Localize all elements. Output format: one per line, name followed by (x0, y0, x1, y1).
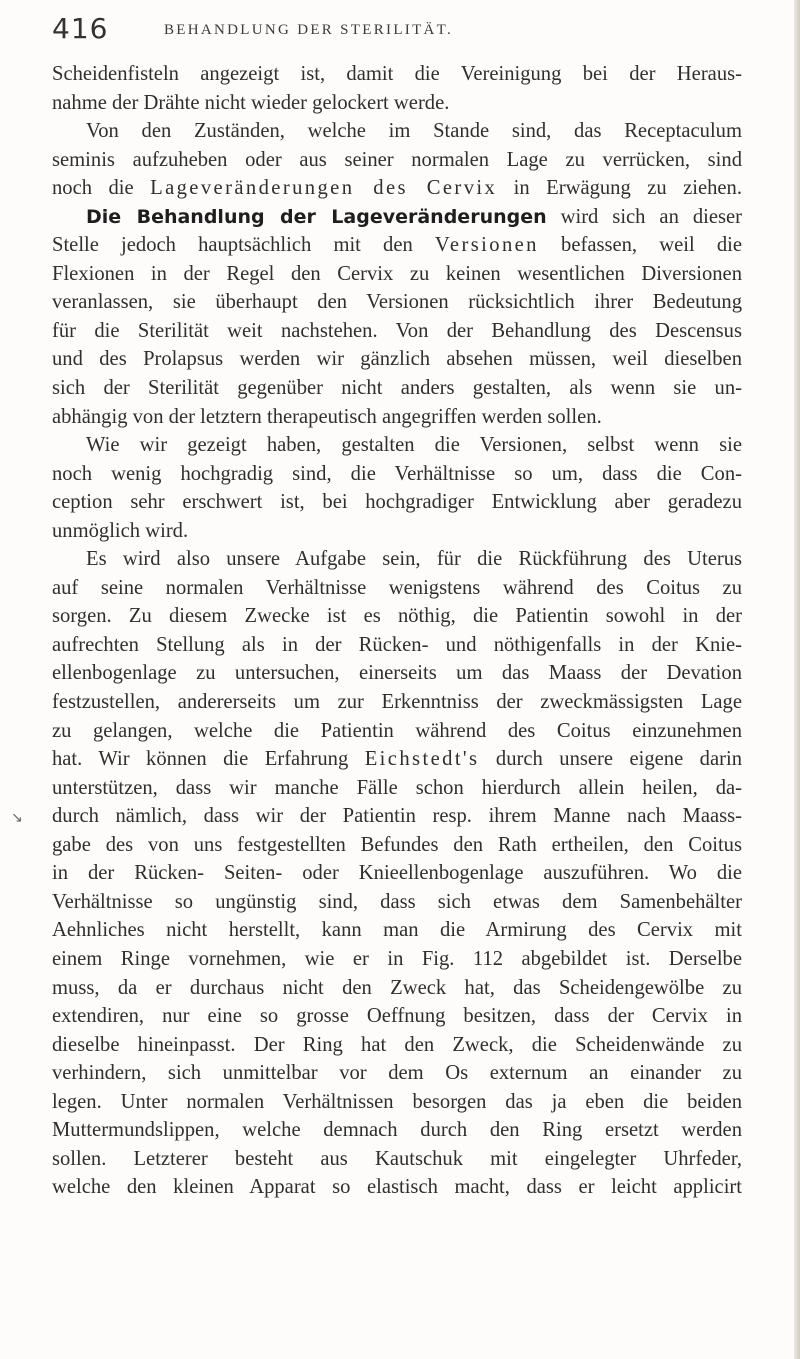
text-line (52, 231, 742, 260)
text-run: sollen. Letzterer besteht aus Kautschuk mit eingelegter Uhrfeder, (52, 1147, 742, 1170)
text-line (52, 317, 742, 346)
text-line (52, 602, 742, 631)
text-line (52, 631, 742, 660)
text-line (52, 859, 742, 888)
text-run: Flexionen in der Regel den Cervix zu keinen wesentlichen Diversionen (52, 262, 742, 285)
text-run: befassen, weil die (538, 234, 742, 257)
section-heading: Die Behandlung der Lageveränderungen (86, 205, 547, 228)
text-line (52, 345, 742, 374)
text-run: abhängig von der letztern therapeutisch angegriffen werden sollen. (52, 405, 602, 428)
text-run: in Erwägung zu ziehen. (497, 177, 742, 200)
text-run: seminis aufzuheben oder aus seiner normalen Lage zu verrücken, sind (52, 148, 742, 171)
text-run: sorgen. Zu diesem Zwecke ist es nöthig, die Patientin sowohl in der (52, 605, 742, 628)
text-run: Lageveränderungen des Cervix (150, 177, 498, 200)
text-run: Es wird also unsere Aufgabe sein, für die Rückführung des Uterus (86, 548, 742, 571)
text-run: auf seine normalen Verhältnisse wenigstens während des Coitus zu (52, 576, 742, 599)
text-run: legen. Unter normalen Verhältnissen besorgen das ja eben die beiden (52, 1090, 742, 1113)
text-run: und des Prolapsus werden wir gänzlich absehen müssen, weil dieselben (52, 348, 742, 371)
text-line (52, 260, 742, 289)
text-line (52, 60, 742, 89)
text-line (52, 146, 742, 175)
text-run: dieselbe hineinpasst. Der Ring hat den Zweck, die Scheidenwände zu (52, 1033, 742, 1056)
text-run: welche den kleinen Apparat so elastisch macht, dass er leicht applicirt (52, 1176, 742, 1199)
text-run: verhindern, sich unmittelbar vor dem Os externum an einander zu (52, 1062, 742, 1085)
text-line (52, 659, 742, 688)
text-run: unterstützen, dass wir manche Fälle schon hierdurch allein heilen, da- (52, 776, 742, 799)
text-line (52, 717, 742, 746)
text-run: Aehnliches nicht herstellt, kann man die Armirung des Cervix mit (52, 919, 742, 942)
page-edge (794, 0, 800, 1359)
text-run: noch wenig hochgradig sind, die Verhältnisse so um, dass die Con- (52, 462, 742, 485)
text-run: noch die (52, 177, 151, 200)
text-run: Wie wir gezeigt haben, gestalten die Versionen, selbst wenn sie (86, 434, 742, 457)
text-line (52, 945, 742, 974)
text-run: unmöglich wird. (52, 519, 189, 542)
text-run: Versionen (434, 234, 539, 257)
text-run: festzustellen, andererseits um zur Erkenntniss der zweckmässigsten Lage (52, 691, 742, 714)
text-run: aufrechten Stellung als in der Rücken- und nöthigenfalls in der Knie- (52, 633, 742, 656)
text-run: durch unsere eigene darin (479, 748, 742, 771)
text-line (52, 117, 742, 146)
text-line (52, 1002, 742, 1031)
text-line (52, 831, 742, 860)
text-run: Verhältnisse so ungünstig sind, dass sich etwas dem Samenbehälter (52, 890, 742, 913)
text-run: durch nämlich, dass wir der Patientin resp. ihrem Manne nach Maass- (52, 805, 742, 828)
text-line (52, 1173, 742, 1202)
text-run: Scheidenfisteln angezeigt ist, damit die Vereinigung bei der Heraus- (52, 63, 742, 85)
text-line (52, 545, 742, 574)
text-line (52, 1145, 742, 1174)
text-line (52, 288, 742, 317)
text-line (52, 774, 742, 803)
text-run: wird sich an dieser (546, 205, 742, 228)
text-run: in der Rücken- Seiten- oder Knieellenbogenlage auszuführen. Wo die (52, 862, 742, 885)
text-line (52, 431, 742, 460)
text-run: veranlassen, sie überhaupt den Versionen rücksichtlich ihrer Bedeutung (52, 291, 742, 314)
text-line (52, 460, 742, 489)
text-run: ellenbogenlage zu untersuchen, einerseits um das Maass der Devation (52, 662, 742, 685)
text-run: muss, da er durchaus nicht den Zweck hat, das Scheidengewölbe zu (52, 976, 742, 999)
text-run: Stelle jedoch hauptsächlich mit den (52, 234, 435, 257)
text-run: gabe des von uns festgestellten Befundes den Rath ertheilen, den Coitus (52, 833, 742, 856)
page-number: 416 (52, 12, 109, 45)
text-line (52, 802, 742, 831)
text-line (52, 574, 742, 603)
text-line (52, 745, 742, 774)
text-line (52, 488, 742, 517)
text-run: einem Ringe vornehmen, wie er in Fig. 112 abgebildet ist. Derselbe (52, 947, 742, 970)
text-line (52, 89, 742, 118)
text-line (52, 1031, 742, 1060)
text-run: hat. Wir können die Erfahrung (52, 748, 365, 771)
text-line (52, 403, 742, 432)
text-run: für die Sterilität weit nachstehen. Von der Behandlung des Descensus (52, 319, 742, 342)
text-line (52, 916, 742, 945)
text-line (52, 1059, 742, 1088)
text-run: sich der Sterilität gegenüber nicht anders gestalten, als wenn sie un- (52, 377, 742, 400)
text-run: Muttermundslippen, welche demnach durch den Ring ersetzt werden (52, 1119, 742, 1142)
text-line (52, 203, 742, 232)
text-line (52, 688, 742, 717)
text-run: ception sehr erschwert ist, bei hochgradiger Entwicklung aber geradezu (52, 491, 742, 514)
text-run: zu gelangen, welche die Patientin während des Coitus einzunehmen (52, 719, 742, 742)
running-head: BEHANDLUNG DER STERILITÄT. (164, 22, 454, 38)
text-line (52, 174, 742, 203)
text-line (52, 974, 742, 1003)
text-line (52, 517, 742, 546)
page-header (52, 12, 772, 52)
margin-mark: ↘ (11, 810, 23, 826)
text-line (52, 1088, 742, 1117)
text-line (52, 374, 742, 403)
body-text (52, 60, 742, 1202)
text-line (52, 1116, 742, 1145)
text-run: extendiren, nur eine so grosse Oeffnung besitzen, dass der Cervix in (52, 1005, 742, 1028)
text-run: Eichstedt's (364, 748, 480, 771)
text-line (52, 888, 742, 917)
text-run: Von den Zuständen, welche im Stande sind, das Receptaculum (86, 120, 742, 143)
text-run: nahme der Drähte nicht wieder gelockert werde. (52, 91, 450, 114)
